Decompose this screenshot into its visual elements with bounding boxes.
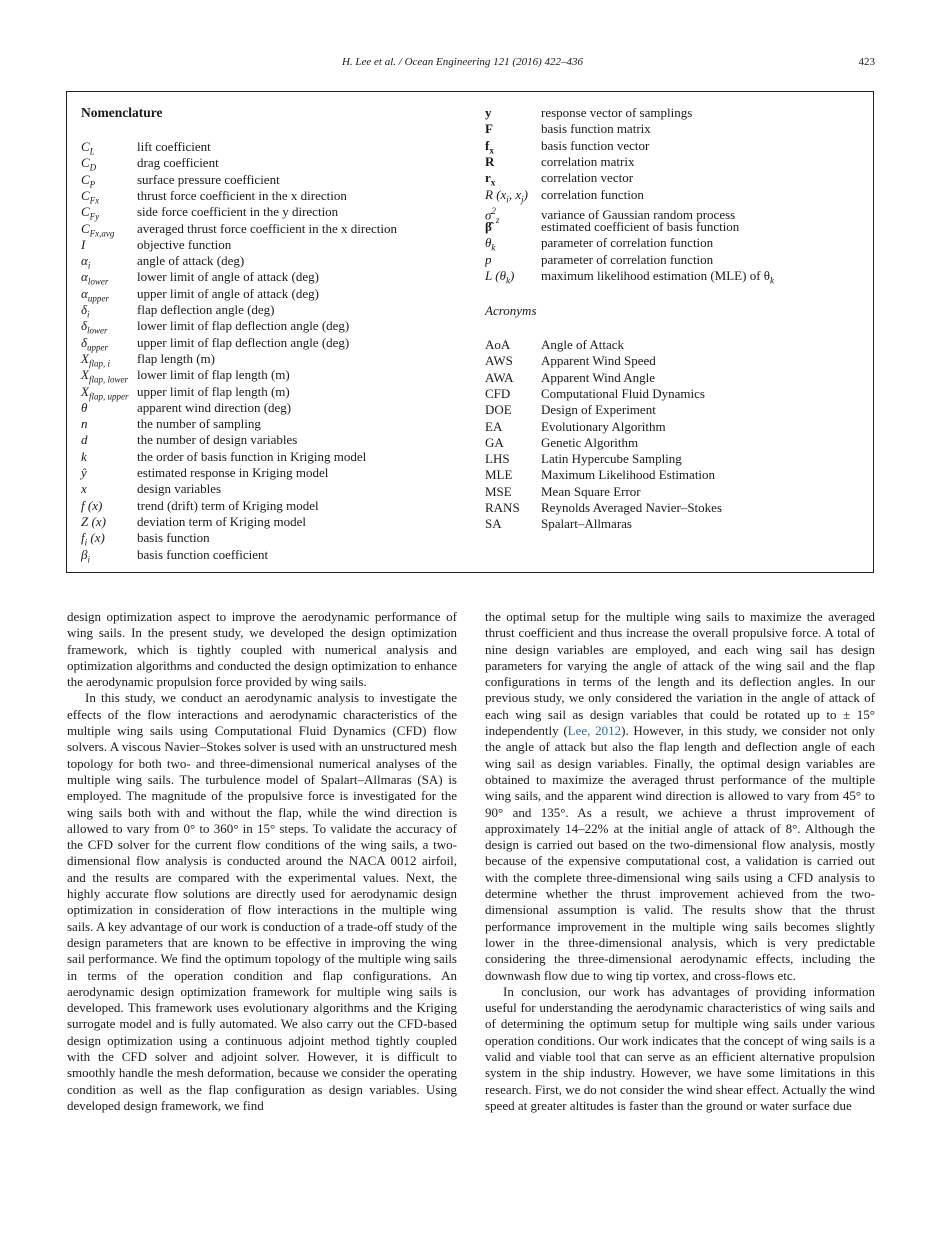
nomenclature-row (485, 121, 651, 137)
symbol-subscript: j (521, 194, 524, 205)
acronym-definition: Mean Square Error (541, 483, 641, 499)
definition-text: correlation function (541, 186, 644, 202)
definition-text: basis function (137, 530, 210, 546)
definition-text: averaged thrust force coefficient in the x direction (137, 220, 398, 236)
symbol-subscript: L (89, 146, 95, 157)
symbol-subscript: flap, upper (88, 391, 129, 402)
acronym-definition: Apparent Wind Speed (541, 353, 656, 369)
symbol-base: n (81, 416, 88, 432)
nomenclature-row (81, 465, 328, 481)
symbol-subscript: k (491, 242, 496, 253)
definition-text: surface pressure coefficient (137, 171, 280, 187)
nomenclature-definition (137, 416, 261, 432)
acronym-definition: Reynolds Averaged Navier–Stokes (541, 500, 722, 515)
definition-text: lower limit of flap length (m) (137, 367, 290, 383)
nomenclature-row (81, 302, 275, 318)
nomenclature-definition (137, 318, 349, 334)
nomenclature-definition (137, 237, 231, 253)
nomenclature-row (485, 105, 692, 121)
nomenclature-row (81, 155, 219, 171)
nomenclature-symbol (81, 237, 137, 253)
symbol-base: β̂ (485, 219, 492, 235)
symbol-base: X (81, 367, 89, 383)
nomenclature-definition (541, 187, 644, 203)
nomenclature-row (485, 170, 633, 186)
nomenclature-definition (137, 465, 328, 481)
nomenclature-row (81, 416, 261, 432)
nomenclature-definition (137, 351, 215, 367)
definition-text: lower limit of angle of attack (deg) (137, 269, 319, 285)
nomenclature-definition (137, 481, 221, 497)
nomenclature-symbol (81, 481, 137, 497)
body-left-column (67, 609, 457, 1114)
acronym-row (485, 500, 722, 516)
running-head: H. Lee et al. / Ocean Engineering 121 (2016) 422–436 (341, 56, 584, 68)
definition-text: apparent wind direction (deg) (137, 399, 292, 415)
acronym-row (485, 516, 632, 532)
nomenclature-row (81, 221, 397, 237)
acronym-definition: Latin Hypercube Sampling (541, 451, 682, 467)
nomenclature-row (485, 138, 649, 154)
acronym-abbreviation: AoA (485, 337, 511, 352)
nomenclature-symbol (485, 252, 541, 268)
acronym-definition: Genetic Algorithm (541, 434, 639, 450)
body-right-column (485, 609, 875, 1114)
definition-text: upper limit of angle of attack (deg) (137, 285, 319, 301)
nomenclature-symbol (485, 105, 541, 121)
nomenclature-definition (137, 269, 319, 285)
acronym-row (485, 435, 638, 451)
symbol-base: θ (81, 399, 88, 415)
body-paragraph: In conclusion, our work has advantages of providing information useful for understanding the aerodynamic characteristics of wing sails and of determining the optimum setup for multiple wing sails under various operation conditions. Our work indicates that the concept of wing sails is a valid and viable tool that can serve as an efficient alternative propulsion system in the ship industry. However, we have some limitations in this research. First, we do not consider the wind shear effect. Actually the wind speed at greater altitudes is faster than the ground or water surface due (485, 983, 875, 1113)
body-paragraph: In this study, we conduct an aerodynamic analysis to investigate the effects of the flow interactions and aerodynamic characteristics of the multiple wing sails using Computational Fluid Dynamics (CFD) flow solvers. A viscous Navier–Stokes solver is used with an unstructured mesh topology for both two- and three-dimensional numerical analyses of the multiple wing sails. The turbulence model of Spalart–Allmaras (SA) is employed. The magnitude of the propulsive force is investigated for the wing sails both with and without the flap, while the wind direction is allowed to vary from 0° to 360° in 15° steps. To validate the accuracy of the CFD solver for the current flow conditions of the wing sails, a two-dimensional flow analysis is conducted around the NACA 0012 airfoil, and the results are compared with the experimental values. Next, the highly accurate flow solutions are directly used for aerodynamic design optimization in consideration of flow interactions in the multiple wing sails. A key advantage of our work is conduction of a trade-off study of the design parameters that are known to be effective in improving the wing sail performance. We find the optimum topology of the multiple wing sails in terms of the operation condition and flap configurations. An aerodynamic design optimization framework for multiple wing sails is developed. This framework uses evolutionary algorithms and the Kriging surrogate model and is fully automated. We also carry out the CFD-based design optimization using a continuous adjoint method tightly coupled with the CFD solver and adjoint solver. However, it is difficult to smoothly handle the mesh deformation, because we consider the operating condition as well as the flap configuration as design variables. Using developed design framework, we find (67, 690, 457, 1113)
paragraph-text: ). However, in this study, we consider not only the angle of attack but also the flap length and deflection angle of each wing sail as design variables. Finally, the optimal design variables are obtained to maximize the averaged thrust performance of the multiple wing sails, and the apparent wind direction is allowed to vary from 45° to 90° and 135°. As a result, we achieve a thrust improvement of approximately 14–22% at the initial angle of attack of 8°. Although the design is carried out based on the two-dimensional flow analysis, mostly because of the expensive computational cost, a validation is carried out with the complete three-dimensional wing sails using a CFD analysis to determine whether the thrust improvement achieved from the two-dimensional assumption is valid. The results show that the thrust performance improvement in the multiple wing sails becomes slightly lower in the three-dimensional analysis, which is very predictable considering the three-dimensional aerodynamic effects, including the downwash flow due to wing tip vortex, and cross-flows etc. (485, 723, 875, 983)
symbol-base: α (81, 285, 88, 301)
acronym-abbreviation: EA (485, 418, 503, 434)
nomenclature-definition (541, 105, 692, 121)
nomenclature-definition (137, 335, 349, 351)
nomenclature-symbol (81, 465, 137, 481)
nomenclature-definition (137, 286, 319, 302)
definition-text: basis function vector (541, 137, 650, 153)
symbol-tail: (x) (87, 530, 105, 546)
nomenclature-definition (137, 530, 210, 546)
symbol-base: f (81, 530, 85, 546)
symbol-base: α (81, 253, 88, 269)
symbol-subscript: lower (87, 276, 109, 287)
nomenclature-definition (137, 221, 397, 237)
acronym-definition: Maximum Likelihood Estimation (541, 467, 716, 483)
acronym-definition: Angle of Attack (541, 337, 625, 352)
symbol-tail: , x (508, 186, 522, 202)
nomenclature-box (66, 91, 874, 573)
symbol-base: θ (485, 235, 492, 251)
definition-text: upper limit of flap length (m) (137, 383, 290, 399)
nomenclature-row (81, 335, 349, 351)
acronym-definition: Apparent Wind Angle (541, 369, 656, 385)
symbol-subscript: z (495, 214, 500, 225)
nomenclature-definition (137, 172, 280, 188)
acronym-row (485, 419, 666, 435)
definition-text: correlation vector (541, 170, 634, 186)
nomenclature-row (81, 384, 290, 400)
nomenclature-definition (137, 188, 347, 204)
nomenclature-row (81, 367, 290, 383)
symbol-base: I (81, 236, 86, 252)
symbol-base: C (81, 187, 90, 203)
symbol-subscript: i (506, 194, 509, 205)
definition-text: variance of Gaussian random process (541, 207, 736, 223)
symbol-base: β (81, 546, 88, 562)
symbol-base: σ (485, 207, 492, 223)
acronym-abbreviation: MLE (485, 467, 513, 483)
nomenclature-symbol (81, 416, 137, 432)
acronym-abbreviation: MSE (485, 483, 512, 499)
body-paragraph: design optimization aspect to improve the aerodynamic performance of wing sails. In the present study, we developed the design optimization framework, which is tightly coupled with numerical analysis and optimization algorithms and conducted the design optimization to enhance the aerodynamic propulsion force provided by wing sails. (67, 609, 457, 690)
symbol-subscript: i (87, 554, 90, 565)
definition-text: drag coefficient (137, 155, 219, 171)
symbol-subscript: upper (87, 342, 109, 353)
symbol-base: C (81, 220, 90, 236)
symbol-subscript: Fx,avg (89, 228, 115, 239)
definition-subscript: k (770, 275, 774, 286)
acronym-abbreviation: RANS (485, 500, 520, 515)
acronym-abbreviation: CFD (485, 385, 511, 401)
nomenclature-row (485, 187, 644, 203)
nomenclature-definition (137, 302, 275, 318)
nomenclature-row (485, 219, 739, 235)
symbol-base: Z (x) (81, 513, 106, 529)
nomenclature-row (81, 481, 221, 497)
nomenclature-definition (137, 367, 290, 383)
definition-text: lift coefficient (137, 139, 211, 154)
citation-link[interactable]: Lee, 2012 (567, 723, 622, 739)
symbol-superscript: 2 (491, 205, 496, 216)
definition-text: objective function (137, 236, 232, 252)
nomenclature-definition (541, 235, 713, 251)
acronym-abbreviation: SA (485, 516, 502, 532)
nomenclature-title: Nomenclature (81, 105, 163, 120)
symbol-subscript: D (89, 162, 97, 173)
nomenclature-symbol (81, 432, 137, 448)
page-number: 423 (858, 56, 875, 68)
symbol-subscript: i (87, 309, 90, 320)
nomenclature-definition (137, 432, 297, 448)
nomenclature-row (81, 547, 268, 563)
nomenclature-row (81, 172, 280, 188)
definition-text: maximum likelihood estimation (MLE) of θ (541, 268, 770, 283)
definition-text: estimated response in Kriging model (137, 465, 329, 480)
definition-text: parameter of correlation function (541, 251, 714, 267)
acronym-abbreviation: AWA (485, 369, 514, 385)
acronym-row (485, 402, 656, 418)
nomenclature-row (81, 530, 210, 546)
nomenclature-definition (541, 154, 635, 170)
nomenclature-row (81, 449, 366, 465)
nomenclature-definition (137, 155, 219, 171)
nomenclature-row (81, 318, 349, 334)
symbol-tail: ) (509, 268, 515, 283)
nomenclature-symbol (81, 400, 137, 416)
symbol-subscript: flap, lower (88, 374, 128, 385)
definition-text: flap length (m) (137, 350, 215, 366)
nomenclature-definition (137, 139, 211, 155)
nomenclature-definition (137, 547, 268, 563)
nomenclature-row (81, 139, 211, 155)
symbol-base: ŷ (81, 465, 87, 480)
symbol-subscript: x (489, 145, 494, 156)
nomenclature-row (81, 514, 306, 530)
definition-text: response vector of samplings (541, 105, 693, 120)
acronym-abbreviation: GA (485, 434, 504, 450)
nomenclature-row (81, 286, 319, 302)
nomenclature-symbol (485, 268, 541, 289)
nomenclature-row (485, 203, 736, 225)
nomenclature-row (485, 268, 774, 284)
symbol-base: R (x (485, 186, 507, 202)
symbol-base: C (81, 204, 90, 220)
definition-text: the number of design variables (137, 432, 298, 448)
nomenclature-row (81, 253, 244, 269)
nomenclature-row (81, 237, 231, 253)
nomenclature-definition (137, 498, 319, 514)
acronym-definition: Evolutionary Algorithm (541, 418, 666, 434)
acronym-row (485, 484, 641, 500)
symbol-subscript: Fx (89, 195, 100, 206)
nomenclature-symbol (81, 514, 137, 530)
nomenclature-definition (137, 253, 244, 269)
acronyms-title: Acronyms (485, 303, 537, 318)
acronym-abbreviation: AWS (485, 353, 513, 369)
symbol-base: r (485, 170, 491, 186)
symbol-subscript: i (87, 260, 91, 271)
nomenclature-definition (541, 252, 713, 268)
acronym-definition: Spalart–Allmaras (541, 516, 632, 532)
nomenclature-symbol (81, 547, 137, 568)
symbol-base: d (81, 432, 88, 448)
symbol-base: C (81, 139, 90, 154)
symbol-base: C (81, 155, 90, 171)
nomenclature-symbol (485, 219, 541, 235)
nomenclature-definition (137, 514, 306, 530)
symbol-subscript: upper (87, 293, 109, 304)
symbol-base: k (81, 448, 87, 464)
nomenclature-symbol (485, 154, 541, 170)
acronym-definition: Computational Fluid Dynamics (541, 385, 705, 401)
definition-text: parameter of correlation function (541, 235, 714, 251)
symbol-subscript: lower (87, 325, 108, 336)
definition-text: flap deflection angle (deg) (137, 302, 275, 317)
acronym-row (485, 337, 624, 353)
symbol-base: δ (81, 334, 88, 350)
nomenclature-row (81, 432, 297, 448)
definition-text: the number of sampling (137, 416, 261, 432)
nomenclature-symbol (81, 498, 137, 514)
nomenclature-definition (541, 268, 774, 289)
nomenclature-definition (541, 219, 739, 235)
symbol-base: f (485, 137, 490, 153)
nomenclature-row (81, 204, 338, 220)
symbol-base: X (81, 350, 89, 366)
definition-text: design variables (137, 481, 222, 497)
acronym-definition: Design of Experiment (541, 402, 656, 418)
nomenclature-definition (541, 138, 649, 154)
nomenclature-definition (541, 121, 651, 137)
symbol-subscript: i (84, 537, 88, 548)
page-header (0, 56, 925, 70)
symbol-base: F (485, 121, 493, 137)
nomenclature-row (81, 269, 319, 285)
acronym-abbreviation: DOE (485, 402, 512, 418)
definition-text: lower limit of flap deflection angle (deg) (137, 318, 350, 334)
symbol-subscript: x (490, 177, 496, 188)
symbol-tail: ) (523, 186, 528, 202)
nomenclature-row (485, 235, 713, 251)
definition-text: correlation matrix (541, 153, 635, 169)
nomenclature-symbol (81, 449, 137, 465)
acronym-row (485, 467, 715, 483)
definition-text: basis function matrix (541, 121, 651, 137)
nomenclature-definition (137, 400, 291, 416)
symbol-base: L (θ (485, 268, 506, 283)
nomenclature-row (81, 351, 215, 367)
nomenclature-definition (137, 384, 290, 400)
body-paragraph (485, 609, 875, 984)
symbol-base: f (x) (81, 497, 103, 513)
acronym-row (485, 451, 682, 467)
symbol-base: y (485, 105, 492, 120)
symbol-base: δ (81, 302, 88, 317)
acronym-row (485, 353, 656, 369)
nomenclature-definition (137, 204, 338, 220)
nomenclature-symbol (485, 121, 541, 137)
symbol-base: C (81, 171, 90, 187)
definition-text: upper limit of flap deflection angle (deg) (137, 334, 350, 350)
definition-text: angle of attack (deg) (137, 253, 245, 269)
symbol-base: p (485, 251, 492, 267)
nomenclature-definition (541, 170, 633, 186)
acronym-row (485, 386, 705, 402)
paragraph-text: the optimal setup for the multiple wing sails to maximize the averaged thrust coefficient and thus increase the overall propulsive force. A total of nine design variables are employed, and each wing sail has design parameters for varying the angle of attack of the wing sail and the flap configurations in terms of the length and its deflection angles. In our previous study, we only considered the variation in the angle of attack of each wing sail as design variables that could be rotated up to ± 15° independently ( (485, 609, 875, 739)
acronym-row (485, 370, 655, 386)
nomenclature-row (81, 400, 291, 416)
nomenclature-row (485, 252, 713, 268)
definition-text: estimated coefficient of basis function (541, 219, 740, 235)
symbol-base: α (81, 269, 88, 285)
symbol-base: x (81, 481, 87, 497)
symbol-base: R (485, 153, 495, 169)
symbol-base: δ (81, 318, 88, 334)
definition-text: basis function coefficient (137, 546, 269, 562)
nomenclature-row (81, 498, 319, 514)
definition-text: trend (drift) term of Kriging model (137, 497, 319, 513)
definition-text: thrust force coefficient in the x direction (137, 187, 347, 203)
definition-text: side force coefficient in the y direction (137, 204, 339, 220)
acronym-abbreviation: LHS (485, 451, 510, 467)
symbol-subscript: Fy (89, 211, 100, 222)
symbol-base: X (81, 383, 89, 399)
nomenclature-definition (137, 449, 366, 465)
nomenclature-row (485, 154, 635, 170)
symbol-subscript: P (89, 179, 96, 190)
symbol-subscript: k (505, 275, 510, 286)
definition-text: the order of basis function in Kriging model (137, 448, 367, 464)
definition-text: deviation term of Kriging model (137, 513, 306, 529)
symbol-subscript: flap, i (88, 358, 110, 369)
nomenclature-row (81, 188, 347, 204)
